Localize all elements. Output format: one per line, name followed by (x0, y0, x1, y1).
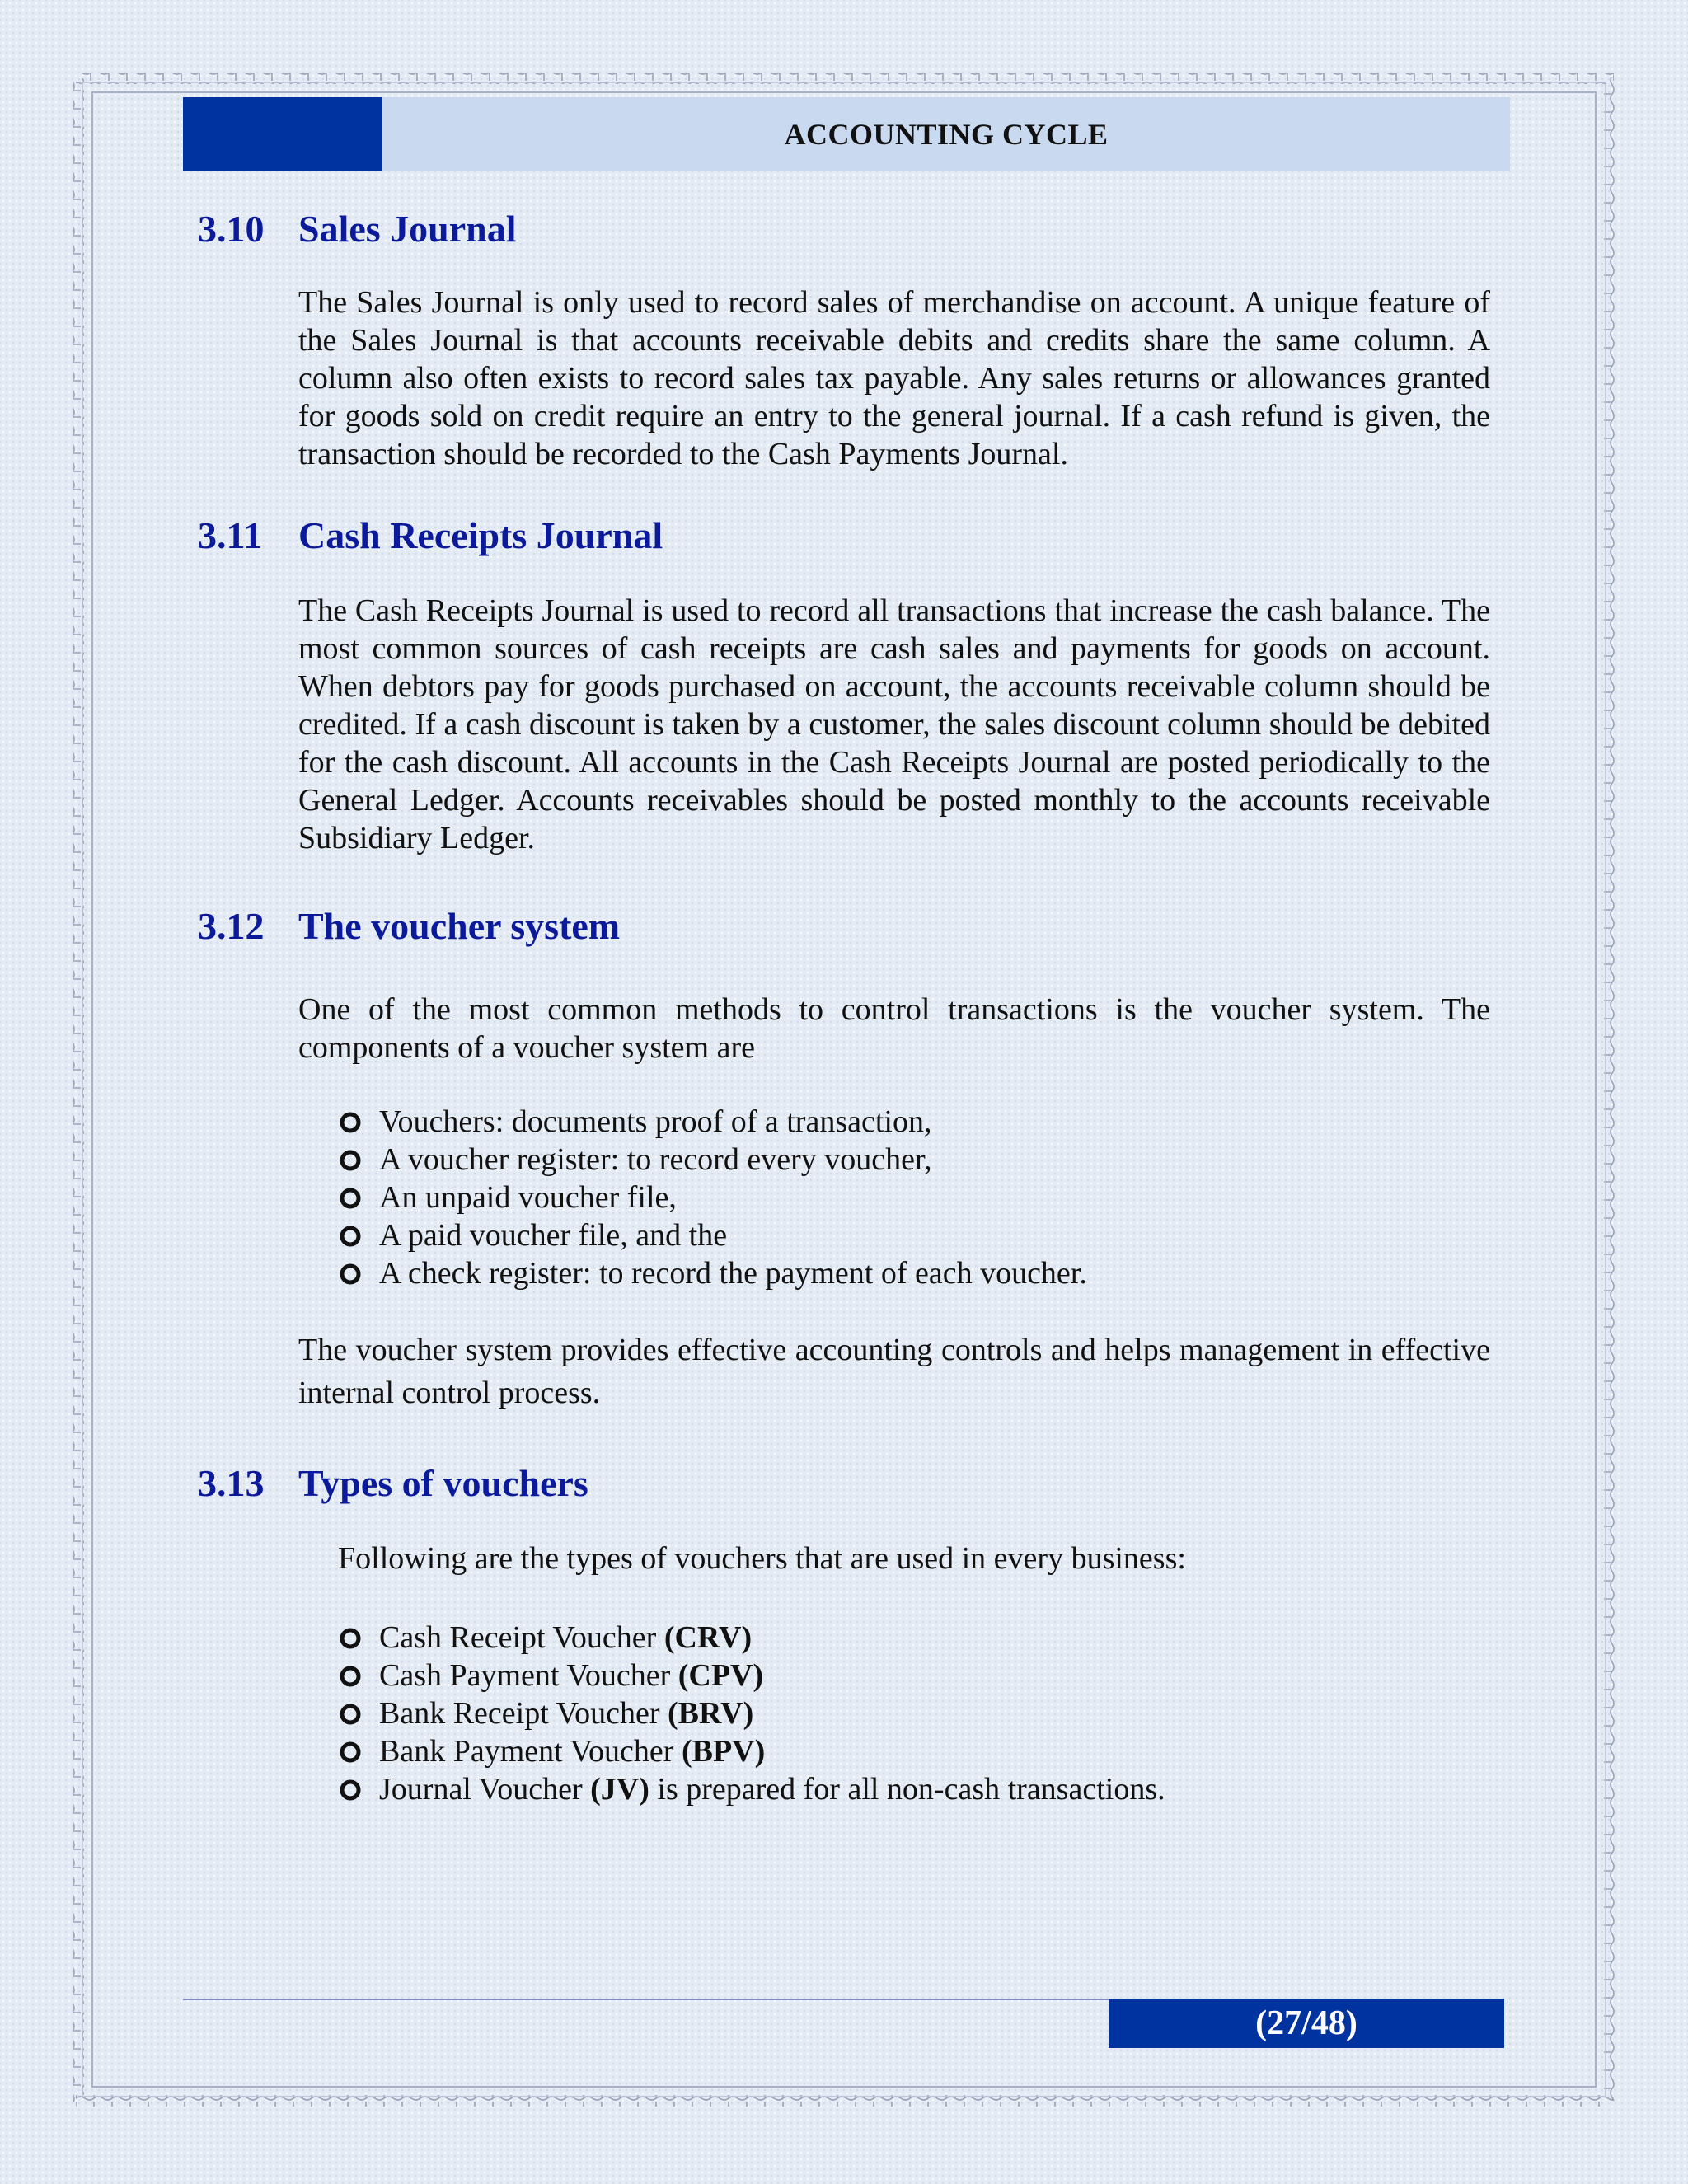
list-item (338, 1619, 1490, 1657)
list-item-text: Cash Payment Voucher (CPV) (379, 1658, 764, 1693)
list-item-text: A check register: to record the payment of each voucher. (379, 1256, 1087, 1291)
list-item-text: Bank Payment Voucher (BPV) (379, 1734, 766, 1769)
voucher-abbreviation: (JV) (590, 1772, 649, 1807)
voucher-types-list (338, 1619, 1490, 1808)
section-heading-3-11 (198, 513, 1490, 559)
section-title: Types of vouchers (298, 1462, 588, 1504)
list-item-text: Vouchers: documents proof of a transaction, (379, 1104, 932, 1139)
header-accent-block (183, 97, 382, 171)
voucher-system-intro: One of the most common methods to control transactions is the voucher system. The components of a voucher system are (298, 992, 1490, 1065)
list-item (338, 1657, 1490, 1694)
section-heading-3-10 (198, 206, 1490, 252)
list-item (338, 1141, 1490, 1179)
section-number: 3.11 (198, 514, 262, 556)
section-number: 3.13 (198, 1462, 265, 1504)
hollow-circle-bullet-icon (338, 1108, 364, 1135)
hollow-circle-bullet-icon (338, 1624, 364, 1651)
list-item-text: Bank Receipt Voucher (BRV) (379, 1696, 754, 1731)
hollow-circle-bullet-icon (338, 1184, 364, 1211)
hollow-circle-bullet-icon (338, 1700, 364, 1727)
cash-receipts-journal-paragraph: The Cash Receipts Journal is used to record all transactions that increase the cash balance. The most common sources of cash receipts are cash sales and payments for goods on account. When debtors pay for goods purchased on account, the accounts receivable column should be credited. If a cash discount is taken by a customer, the sales discount column should be debited for the cash discount. All accounts in the Cash Receipts Journal are posted periodically to the General Ledger. Accounts receivables should be posted monthly to the accounts receivable Subsidiary Ledger. (298, 593, 1490, 855)
list-item-text: An unpaid voucher file, (379, 1180, 677, 1215)
list-item (338, 1732, 1490, 1770)
voucher-system-outro: The voucher system provides effective accounting controls and helps management in effective internal control process. (298, 1333, 1490, 1410)
page-number: (27/48) (1109, 1999, 1504, 2048)
hollow-circle-bullet-icon (338, 1146, 364, 1173)
voucher-components-list (338, 1103, 1490, 1292)
list-item-text: A voucher register: to record every voucher, (379, 1142, 932, 1177)
list-item (338, 1216, 1490, 1254)
sales-journal-paragraph: The Sales Journal is only used to record sales of merchandise on account. A unique feature of the Sales Journal is that accounts receivable debits and credits share the same column. A column also often exists to record sales tax payable. Any sales returns or allowances granted for goods sold on credit require an entry to the general journal. If a cash refund is given, the transaction should be recorded to the Cash Payments Journal. (298, 285, 1490, 471)
list-item (338, 1103, 1490, 1141)
voucher-abbreviation: (CRV) (663, 1620, 753, 1655)
section-heading-3-12 (198, 903, 1490, 949)
section-title: Cash Receipts Journal (298, 514, 663, 556)
list-item-text: A paid voucher file, and the (379, 1218, 728, 1253)
section-title: Sales Journal (298, 208, 517, 250)
section-number: 3.12 (198, 905, 265, 947)
section-number: 3.10 (198, 208, 265, 250)
list-item-text: Journal Voucher (JV) is prepared for all non-cash transactions. (379, 1772, 1165, 1807)
hollow-circle-bullet-icon (338, 1260, 364, 1286)
header-title: ACCOUNTING CYCLE (784, 118, 1109, 151)
hollow-circle-bullet-icon (338, 1662, 364, 1689)
list-item (338, 1179, 1490, 1216)
list-item (338, 1254, 1490, 1292)
section-title: The voucher system (298, 905, 621, 947)
list-item (338, 1770, 1490, 1808)
page-header (183, 97, 1510, 171)
section-heading-3-13 (198, 1460, 1490, 1507)
hollow-circle-bullet-icon (338, 1776, 364, 1802)
voucher-abbreviation: (BPV) (681, 1734, 766, 1769)
list-item-text: Cash Receipt Voucher (CRV) (379, 1620, 753, 1655)
voucher-abbreviation: (CPV) (678, 1658, 764, 1693)
hollow-circle-bullet-icon (338, 1738, 364, 1765)
list-item (338, 1694, 1490, 1732)
voucher-abbreviation: (BRV) (668, 1696, 754, 1731)
hollow-circle-bullet-icon (338, 1222, 364, 1249)
page-content (198, 206, 1490, 1808)
voucher-types-intro: Following are the types of vouchers that are used in every business: (338, 1541, 1186, 1576)
